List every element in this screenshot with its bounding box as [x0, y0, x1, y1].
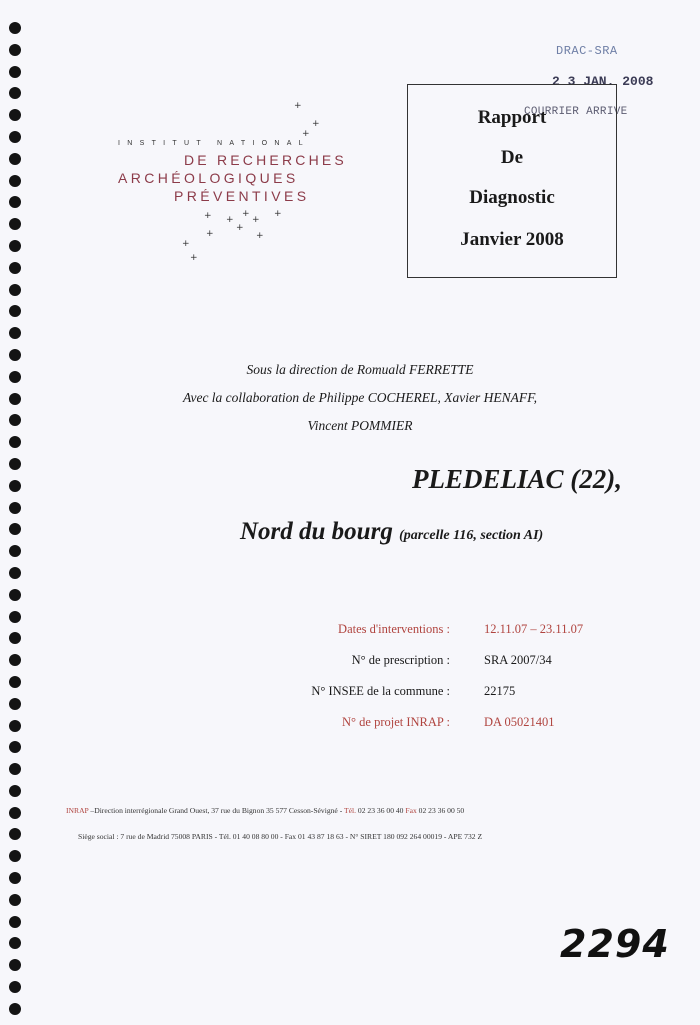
- info-value: 22175: [484, 684, 516, 698]
- binding-hole: [9, 720, 21, 732]
- info-row: [250, 715, 650, 735]
- binding-hole: [9, 87, 21, 99]
- footer-address-text: –Direction interrégionale Grand Ouest, 37 rue du Bignon 35 577 Cesson-Sévigné -: [88, 806, 344, 815]
- handwritten-number: 2294: [560, 922, 670, 966]
- info-row: [250, 684, 650, 704]
- binding-hole: [9, 545, 21, 557]
- report-line-4: Janvier 2008: [460, 229, 564, 250]
- footer-tel: 02 23 36 00 40: [356, 806, 406, 815]
- binding-hole: [9, 218, 21, 230]
- binding-hole: [9, 480, 21, 492]
- binding-hole: [9, 284, 21, 296]
- binding-hole: [9, 937, 21, 949]
- binding-hole: [9, 676, 21, 688]
- binding-hole: [9, 458, 21, 470]
- binding-hole: [9, 44, 21, 56]
- binding-hole: [9, 371, 21, 383]
- svg-text:+: +: [252, 215, 260, 225]
- svg-text:+: +: [294, 101, 302, 111]
- svg-text:+: +: [274, 209, 282, 219]
- footer-inrap: INRAP: [66, 806, 89, 815]
- binding-hole: [9, 436, 21, 448]
- site-title: Nord du bourg: [240, 518, 393, 545]
- site-title-block: [240, 518, 543, 546]
- footer-address: [66, 806, 666, 815]
- binding-hole: [9, 959, 21, 971]
- direction-line-3: Vincent POMMIER: [307, 418, 413, 433]
- svg-text:+: +: [190, 253, 198, 263]
- logo-line-1: INSTITUT NATIONAL: [118, 140, 310, 147]
- svg-text:+: +: [206, 229, 214, 239]
- binding-hole: [9, 894, 21, 906]
- svg-text:+: +: [312, 119, 320, 129]
- svg-text:+: +: [256, 231, 264, 241]
- report-line-1: Rapport: [477, 107, 547, 128]
- stamp-line-3: COURRIER ARRIVE: [524, 106, 628, 118]
- stamp-line-1: DRAC-SRA: [556, 44, 618, 58]
- svg-text:+: +: [226, 215, 234, 225]
- binding-hole: [9, 327, 21, 339]
- binding-hole: [9, 349, 21, 361]
- logo-line-3: ARCHÉOLOGIQUES: [118, 170, 299, 186]
- direction-block: [120, 356, 600, 440]
- binding-hole: [9, 131, 21, 143]
- binding-hole: [9, 981, 21, 993]
- info-value: DA 05021401: [484, 715, 555, 729]
- direction-line-1: Sous la direction de Romuald FERRETTE: [246, 362, 474, 377]
- binding-hole: [9, 807, 21, 819]
- binding-hole: [9, 589, 21, 601]
- logo-line-2: DE RECHERCHES: [184, 152, 347, 168]
- site-subtitle: (parcelle 116, section AI): [399, 528, 544, 543]
- binding-hole: [9, 262, 21, 274]
- place-title: PLEDELIAC (22),: [411, 464, 622, 494]
- binding-hole: [9, 502, 21, 514]
- binding-hole: [9, 393, 21, 405]
- info-value: SRA 2007/34: [484, 653, 552, 667]
- info-label: N° INSEE de la commune :: [311, 684, 450, 698]
- info-value: 12.11.07 – 23.11.07: [484, 622, 584, 636]
- logo-line-4: PRÉVENTIVES: [174, 188, 310, 204]
- report-line-3: Diagnostic: [469, 187, 555, 208]
- binding-hole: [9, 153, 21, 165]
- inrap-logo: [118, 98, 408, 268]
- binding-hole: [9, 850, 21, 862]
- binding-hole: [9, 611, 21, 623]
- binding-hole: [9, 240, 21, 252]
- svg-text:+: +: [236, 223, 244, 233]
- svg-text:+: +: [182, 239, 190, 249]
- info-label: N° de prescription :: [351, 653, 450, 667]
- footer-fax: 02 23 36 00 50: [416, 806, 465, 815]
- svg-text:+: +: [242, 209, 250, 219]
- info-row: [250, 653, 650, 673]
- binding-hole: [9, 414, 21, 426]
- spiral-binding: [9, 22, 23, 1025]
- binding-hole: [9, 22, 21, 34]
- binding-hole: [9, 196, 21, 208]
- binding-hole: [9, 1003, 21, 1015]
- info-label: Dates d'interventions :: [338, 622, 450, 636]
- binding-hole: [9, 916, 21, 928]
- report-title-box: [407, 84, 617, 278]
- report-line-2: De: [500, 147, 524, 168]
- info-row: [250, 622, 650, 642]
- binding-hole: [9, 305, 21, 317]
- binding-hole: [9, 109, 21, 121]
- svg-text:+: +: [302, 129, 310, 139]
- binding-hole: [9, 523, 21, 535]
- binding-hole: [9, 567, 21, 579]
- binding-hole: [9, 175, 21, 187]
- binding-hole: [9, 785, 21, 797]
- direction-line-2: Avec la collaboration de Philippe COCHEREL, Xavier HENAFF,: [182, 390, 538, 405]
- binding-hole: [9, 763, 21, 775]
- binding-hole: [9, 654, 21, 666]
- binding-hole: [9, 698, 21, 710]
- binding-hole: [9, 632, 21, 644]
- stamp-date: 2 3 JAN. 2008: [552, 74, 654, 89]
- binding-hole: [9, 828, 21, 840]
- binding-hole: [9, 66, 21, 78]
- binding-hole: [9, 872, 21, 884]
- footer-fax-label: Fax: [405, 806, 417, 815]
- binding-hole: [9, 741, 21, 753]
- info-label: N° de projet INRAP :: [342, 715, 450, 729]
- footer-tel-label: Tél.: [343, 806, 357, 815]
- footer-head-office: Siège social : 7 rue de Madrid 75008 PARIS - Tél. 01 40 08 80 00 - Fax 01 43 87 18 63 - N° SIRET 180 092 264 00019 - APE 732 Z: [78, 832, 483, 841]
- svg-text:+: +: [204, 211, 212, 221]
